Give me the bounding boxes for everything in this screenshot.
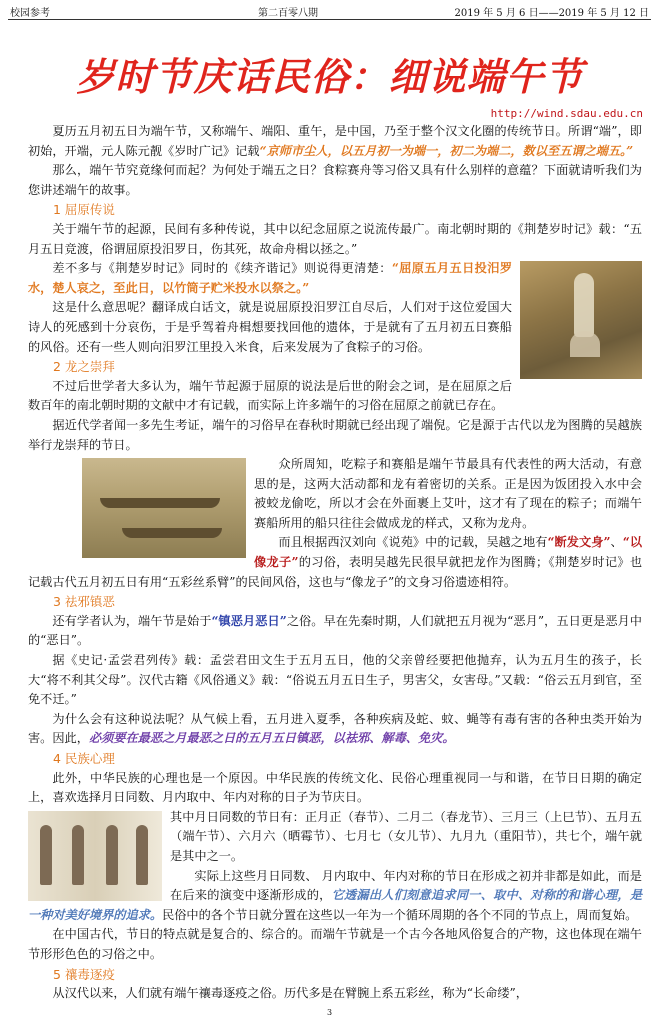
s2-quote-2: “以像龙子”	[254, 535, 643, 570]
s2-text-a: 而且根据西汉刘向《说苑》中的记载，吴越之地有	[278, 535, 548, 550]
s3-text-a: 还有学者认为，端午节是始于	[52, 613, 212, 628]
intro-paragraph-1	[28, 122, 642, 161]
s1-paragraph-1: 关于端午节的起源，民间有多种传说，其中以纪念屈原之说流传最广。南北朝时期的《荆楚岁时记》载：“五月五日竞渡，俗谓屈原投汨罗日，伤其死，故命舟楫以拯之。”	[28, 221, 642, 256]
s2-text-c: 的习俗，表明吴越先民很早就把龙作为图腾；《荆楚岁时记》也记载古代五月初五日有用“五彩丝系臂”的民间风俗，这也与“像龙子”的文身习俗遗迹相符。	[28, 555, 643, 589]
header-left-text: 校园参考	[10, 8, 50, 19]
s2-paragraph-3: 众所周知，吃粽子和赛船是端午节最具有代表性的两大活动，有意思的是，这两大活动都和龙有着密切的关系。正是因为饭团投入水中会被蛟龙偷吃，所以才会在外面裹上艾叶，这才有了现在的粽子；而端午赛船所用的船只往往会做成龙的样式，又称为龙舟。	[254, 457, 642, 530]
s1-text: 差不多与《荆楚岁时记》同时的《续齐谐记》则说得更清楚：	[52, 261, 392, 276]
s3-paragraph-3	[28, 710, 642, 749]
intro-paragraph-2: 那么，端午节究竟缘何而起？为何处于端五之日？食粽赛舟等习俗又具有什么别样的意蕴？下面就请听我们为您讲述端午的故事。	[28, 163, 642, 197]
header-issue-text: 第二百零八期	[258, 8, 318, 19]
s4-emphasis: 它透漏出人们刻意追求同一、取中、对称的和谐心理，是一种对美好境界的追求。	[28, 888, 643, 922]
s4-paragraph-2: 其中月日同数的节日有：正月正（春节）、二月二（春龙节）、三月三（上巳节）、五月五（端午节）、六月六（晒霉节）、七月七（女儿节）、九月九（重阳节），共七个，端午就是其中之一。	[170, 809, 642, 863]
article-title: 岁时节庆话民俗：细说端午节	[76, 55, 584, 99]
dragon-boat-painting-image	[82, 458, 246, 558]
s3-text-b: 之俗。早在先秦时期，人们就把五月视为“恶月”，五日更是恶月中的“恶日”。	[28, 613, 642, 648]
page-header	[0, 0, 659, 20]
section-heading-1: 1 屈原传说	[53, 202, 115, 218]
header-date-range: 2019 年 5 月 6 日——2019 年 5 月 12 日	[454, 8, 649, 19]
intro-quote: “京师市尘人，以五月初一为端一，初二为端二，数以至五谓之端五。”	[259, 143, 634, 158]
article-body	[28, 122, 642, 1004]
s1-paragraph-3: 这是什么意思呢？翻译成白话文，就是说屈原投汨罗江自尽后，人们对于这位爱国大诗人的死感到十分哀伤，于是乎驾着舟楫想要找回他的遗体，于是就有了五月初五日赛船的风俗。还有一些人则向汨罗江里投入米食，后来发展为了食粽子的习俗。	[28, 300, 512, 354]
s5-paragraph-1: 从汉代以来，人们就有端午禳毒逐疫之俗。历代多是在臂腕上系五彩丝，称为“长命缕”，	[52, 986, 528, 1001]
s2-paragraph-2: 据近代学者闻一多先生考证，端午的习俗早在春秋时期就已经出现了端倪。它是源于古代以龙为图腾的吴越族举行龙崇拜的节日。	[28, 417, 642, 452]
header-rule	[8, 19, 651, 20]
section-heading-2: 2 龙之崇拜	[53, 359, 115, 375]
s3-emphasis: 必须要在最恶之月最恶之日的五月五日镇恶，以祛邪、解毒、免灾。	[88, 731, 455, 746]
section-heading-3: 3 祛邪镇恶	[53, 594, 115, 610]
s3-paragraph-1	[28, 612, 642, 651]
section-heading-4: 4 民族心理	[53, 751, 115, 766]
page-number: 3	[326, 1008, 333, 1017]
s4-paragraph-4: 在中国古代，节日的特点就是复合的、综合的。而端午节就是一个古今各地风俗复合的产物，这也体现在端午节形形色色的习俗之中。	[28, 927, 642, 961]
s4-text-b: 民俗中的各个节日就分置在这些以一年为一个循环周期的各个不同的节点上，周而复始。	[162, 907, 638, 922]
section-heading-5: 5 禳毒逐疫	[53, 966, 115, 982]
s2-paragraph-1: 不过后世学者大多认为，端午节起源于屈原的说法是后世的附会之词，是在屈原之后数百年的南北朝时期的文献中才有记载，而实际上许多端午的习俗在屈原之前就已存在。	[28, 378, 512, 413]
s3-text-c: 为什么会有这种说法呢？从气候上看，五月进入夏季，各种疾病及蛇、蚊、蝇等有毒有害的各种虫类开始为害。因此，	[28, 711, 642, 746]
s3-paragraph-2: 据《史记·孟尝君列传》载：孟尝君田文生于五月五日，他的父亲曾经要把他抛弃，认为五月生的孩子，长大“将不利其父母”。汉代古籍《风俗通义》载：“俗说五月五日生子，男害父，女害母。”又载：“俗云五月到官，至免不迁。”	[28, 653, 642, 707]
s2-quote-1: “断发文身”	[547, 535, 611, 550]
s4-paragraph-1: 此外，中华民族的心理也是一个原因。中华民族的传统文化、民俗心理重视同一与和谐，在节日日期的确定上，喜欢选择月日同数、月内取中、年内对称的日子为节庆日。	[28, 770, 642, 805]
qu-yuan-painting-image	[520, 261, 642, 379]
s2-text-b: 、	[610, 535, 623, 550]
source-url[interactable]: http://wind.sdau.edu.cn	[490, 107, 643, 120]
festival-figures-painting-image	[28, 811, 162, 901]
s1-quote: “屈原五月五日投汨罗水，楚人哀之，至此日，以竹筒子贮米投水以祭之。”	[28, 261, 513, 295]
s4-text-a: 实际上这些月日同数、 月内取中、年内对称的节日在形成之初并非都是如此，而是在后来的演变中逐渐形成的，	[170, 868, 642, 903]
intro-text: 夏历五月初五日为端午节，又称端午、端阳、重午，是中国，乃至于整个汉文化圈的传统节日。所谓“端”，即初始，开端，元人陈元靓《岁时广记》记载	[28, 124, 642, 158]
s3-quote: “镇恶月恶日”	[211, 613, 287, 628]
